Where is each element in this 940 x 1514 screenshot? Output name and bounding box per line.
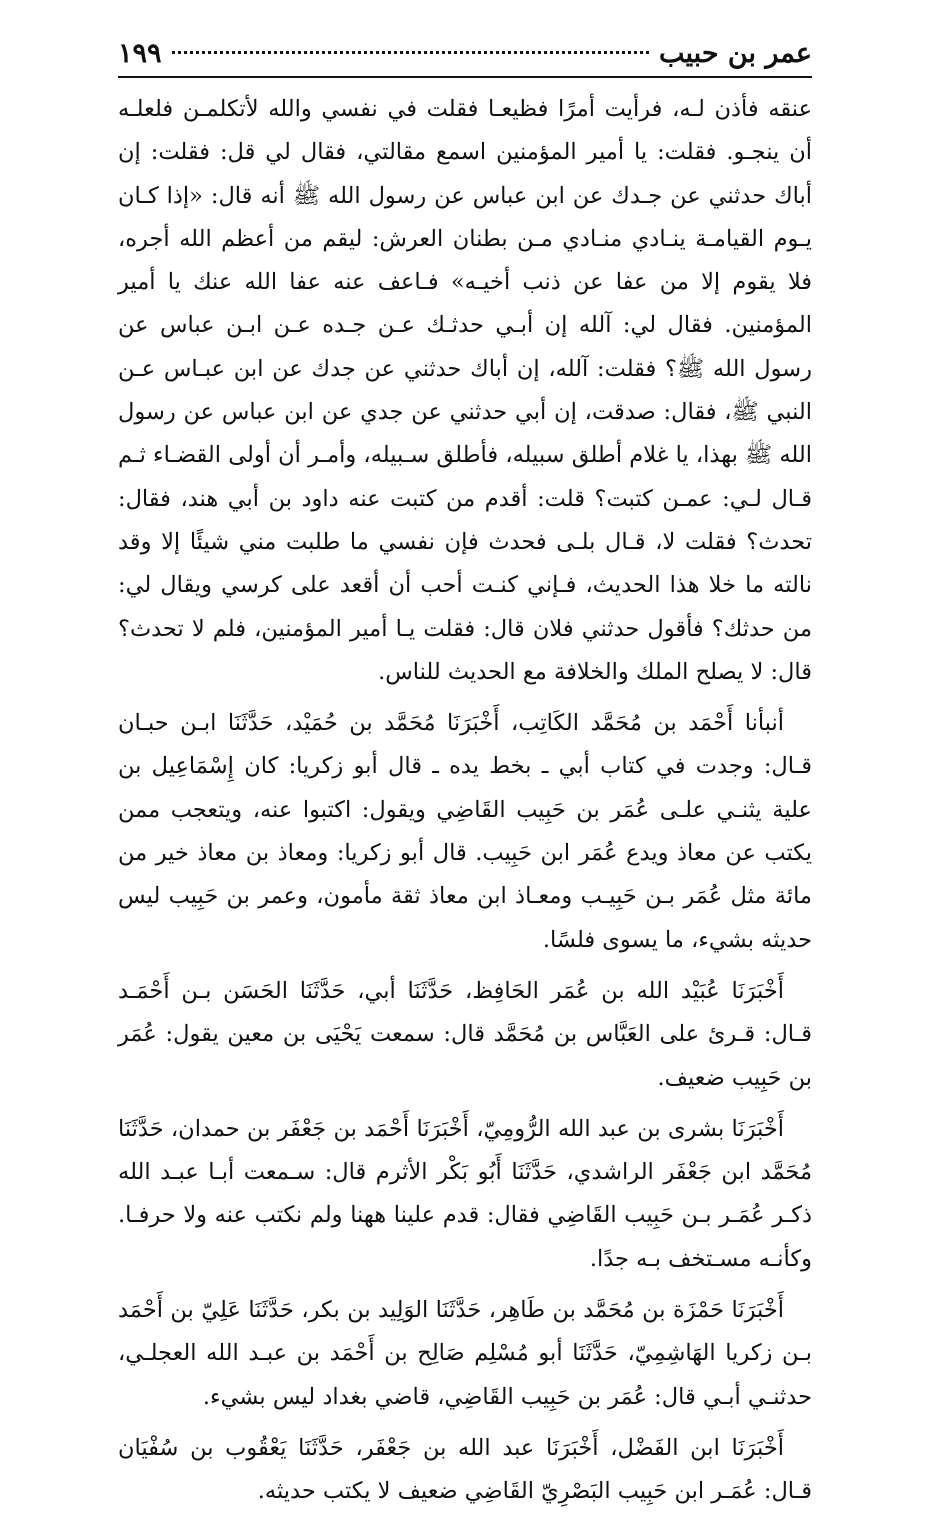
- paragraph-ibn-maeen: أَخْبَرَنَا عُبَيْد الله بن عُمَر الحَافِظ، حَدَّثَنَا أبي، حَدَّثَنَا الحَسَن بـن أَحْمَـد قـال: قـرئ على العَبَّاس بن مُحَمَّد قال: سمعت يَحْيَى بن معين يقول: عُمَر بن حَبِيب ضعيف.: [118, 977, 812, 1091]
- paragraph-athram: أَخْبَرَنَا بشرى بن عبد الله الرُّومِيّ، أَخْبَرَنَا أَحْمَد بن جَعْفَر بن حمدان، حَدَّثَنَا مُحَمَّد ابن جَعْفَر الراشدي، حَدَّثَنَا أَبُو بَكْر الأثرم قال: سـمعت أبـا عبـد الله ذكـر عُمَـر بـن حَبِيب القَاضِي فقال: قدم علينا ههنا ولم نكتب عنه ولا حرفـا. وكأنـه مسـتخف بـه جدًا.: [118, 1115, 812, 1272]
- paragraph-continuation: عنقه فأذن لـه، فرأيت أمرًا فظيعـا فقلت في نفسي والله لأتكلمـن فلعلـه أن ينجـو. فقلت: يا أمير المؤمنين اسمع مقالتي، فقال لي قل: فقلت: إن أباك حدثني عن جـدك عن ابن عباس عن رسول الله ﷺ أنه قال: «إذا كـان يـوم القيامـة ينـادي منـادي مـن بطنان العرش: ليقم من أعظم الله أجره، فلا يقوم إلا من عفا عن ذنب أخيـه» فـاعف عنه عفا الله عنك يا أمير المؤمنين. فقال لي: آلله إن أبـي حدثـك عـن جـده عـن ابـن عباس عن رسول الله ﷺ؟ فقلت: آلله، إن أباك حدثني عن جدك عن ابن عبـاس عـن النبي ﷺ، فقال: صدقت، إن أبي حدثني عن جدي عن ابن عباس عن رسول الله ﷺ بهذا، يا غلام أطلق سبيله، فأطلق سـبيله، وأمـر أن أولى القضـاء ثـم قـال لـي: عمـن كتبت؟ قلت: أقدم من كتبت عنه داود بن أبي هند، فقال: تحدث؟ فقلت لا، قـال بلـى فحدث فإن نفسي ما طلبت مني شيئًا إلا وقد نالته ما خلا هذا الحديث، فـإني كنـت أحب أن أقعد على كرسي ويقال لي: من حدثك؟ فأقول حدثني فلان قال: فقلت يـا أمير المؤمنين، فلم لا تحدث؟ قال: لا يصلح الملك والخلافة مع الحديث للناس.: [118, 96, 812, 685]
- header-dot-leader: [172, 51, 650, 54]
- page-number: ١٩٩: [118, 38, 162, 69]
- paragraph-ibn-hibban: أنبأنا أَحْمَد بن مُحَمَّد الكَاتِب، أَخْبَرَنَا مُحَمَّد بن حُمَيْد، حَدَّثَنَا ابـن حبـان قـال: وجدت في كتاب أبي ـ بخط يده ـ قال أبو زكريا: كان إِسْمَاعِيل بن علية يثنـي علـى عُمَر بن حَبِيب القَاضِي ويقول: اكتبوا عنه، ويتعجب ممن يكتب عن معاذ ويدع عُمَر ابن حَبِيب. قال أبو زكريا: ومعاذ بن معاذ خير من مائة مثل عُمَر بـن حَبِيـب ومعـاذ ابن معاذ ثقة مأمون، وعمر بن حَبِيب ليس حديثه بشيء، ما يسوى فلسًا.: [118, 710, 812, 953]
- header-title: عمر بن حبيب: [659, 38, 812, 69]
- paragraph-yaqub: أَخْبَرَنَا ابن الفَضْل، أَخْبَرَنَا عبد الله بن جَعْفَر، حَدَّثَنَا يَعْقُوب بن سُفْيَان قـال: عُمَـر ابن حَبِيب البَصْرِيّ القَاضِي ضعيف لا يكتب حديثه.: [118, 1434, 812, 1505]
- paragraph-ijli: أَخْبَرَنَا حَمْزَة بن مُحَمَّد بن طَاهِر، حَدَّثَنَا الوَلِيد بن بكر، حَدَّثَنَا عَلِيّ بن أَحْمَد بـن زكريا الهَاشِمِيّ، حَدَّثَنَا أبو مُسْلِم صَالِح بن أَحْمَد بن عبـد الله العجلـي، حدثنـي أبـي قال: عُمَر بن حَبِيب القَاضِي، قاضي بغداد ليس بشيء.: [118, 1297, 812, 1410]
- body-text: [118, 88, 812, 1514]
- running-header: [118, 34, 812, 78]
